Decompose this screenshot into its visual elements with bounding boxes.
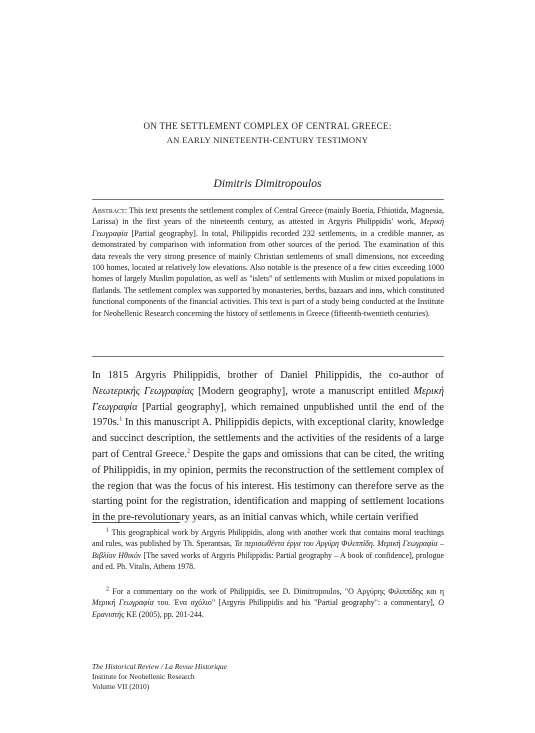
footnote-ref-1[interactable]: 1: [119, 416, 123, 423]
journal-institute: Institute for Neohellenic Research: [92, 671, 195, 681]
article-title-line2: AN EARLY NINETEENTH-CENTURY TESTIMONY: [166, 135, 369, 145]
body-text-d: In this manuscript A. Philippidis depicts, with exceptional clarity, knowledge and succinct description, the settlements and the activities of the residents of a large part of Central Greece.: [92, 417, 444, 460]
abstract-top-rule: [92, 199, 444, 200]
footnote-2-text-b: του. Ένα σχόλιο" [Argyris Philippidis and his "Partial geography": a commentary],: [153, 598, 439, 608]
body-text-c: [Partial geography], which remained unpublished until the end of the 1970s.: [92, 401, 444, 429]
footnote-2-number: 2: [106, 586, 109, 593]
author-name: Dimitris Dimitropoulos: [213, 178, 322, 190]
journal-info: [92, 662, 227, 691]
footnote-1-text-a: This geographical work by Argyris Philippidis, along with another work that contains moral teachings and rules, was published by Th. Sperantsas,: [92, 528, 444, 549]
body-text-e: Despite the gaps and omissions that can be cited, the writing of Philippidis, in my opinion, permits the reconstruction of the settlement complex of the region that was the focus of his interest. His testimony can therefore serve as the starting point for the registration, identification and mapping of settlement locations in the pre-revolutionary years, as an initial canvas which, while certain verified: [92, 448, 444, 524]
footnote-1-number: 1: [106, 527, 109, 534]
body-greek-1: Νεωτερικής Γεωγραφίας: [92, 385, 194, 397]
footnote-1-greek: Τα περισωθέντα έργα του Αργύρη Φιλιππίδη. Μερική Γεωγραφία – Βιβλίον Ηθικόν: [92, 539, 444, 560]
journal-volume: Volume VII (2010): [92, 681, 150, 691]
journal-title: The Historical Review / La Revue Historique: [92, 662, 227, 671]
footnote-2: [92, 586, 444, 620]
footnote-2-journal: Ο Ερανιστής: [92, 598, 444, 619]
footnote-2-greek: Μερική Γεωγραφία: [92, 598, 154, 608]
abstract-bottom-rule: [92, 356, 444, 357]
body-text-b: [Modern geography], wrote a manuscript entitled: [193, 385, 414, 397]
abstract-greek-title: Μερική Γεωγραφία: [92, 217, 444, 238]
abstract-text-2: [Partial geography]. In total, Philippidis recorded 232 settlements, in a credible manner, as demonstrated by comparison with information from other sources of the period. The examination of this data reveals the very strong presence of mainly Christian settlements of small dimensions, not exceeding 100 homes, located at relatively low elevations. Also notable is the presence of a few cities exceeding 1000 homes of largely Muslim population, as well as "islets" of settlements with Muslim or mixed populations in flatlands. The settlement complex was supported by monasteries, berths, bazaars and inns, which constituted functional components of the financial activities. This text is part of a study being conducted at the Institute for Neohellenic Research concerning the history of settlements in Greece (fifteenth-twentieth centuries).: [92, 228, 444, 318]
footnote-ref-2[interactable]: 2: [186, 448, 190, 455]
body-paragraph: [92, 368, 444, 526]
article-title-line1: ON THE SETTLEMENT COMPLEX OF CENTRAL GREECE:: [143, 121, 392, 131]
footnote-2-text-c: ΚΕ (2005), pp. 201-244.: [124, 609, 204, 619]
footnote-1: [92, 527, 444, 572]
body-text-a: In 1815 Argyris Philippidis, brother of Daniel Philippidis, the co-author of: [92, 370, 444, 381]
abstract-label: Abstract: [92, 206, 125, 215]
body-greek-2: Μερική Γεωγραφία: [92, 385, 444, 413]
abstract-text-1: : This text presents the settlement complex of Central Greece (mainly Boetia, Fthiotida, Magnesia, Larissa) in the first years of the nineteenth century, as attested in Argyris Philippidis' work,: [92, 206, 444, 227]
footnote-1-text-b: [The saved works of Argyris Philippidis: Partial geography – A book of confidence], prologue and ed. Ph. Vitalis, Athens 1978.: [92, 550, 444, 571]
footnote-rule: [92, 522, 180, 523]
abstract: [92, 205, 444, 319]
footnote-2-text-a: For a commentary on the work of Philippidis, see D. Dimitropoulos, "Ο Αργύρης Φιλιππίδης και η: [109, 587, 444, 596]
